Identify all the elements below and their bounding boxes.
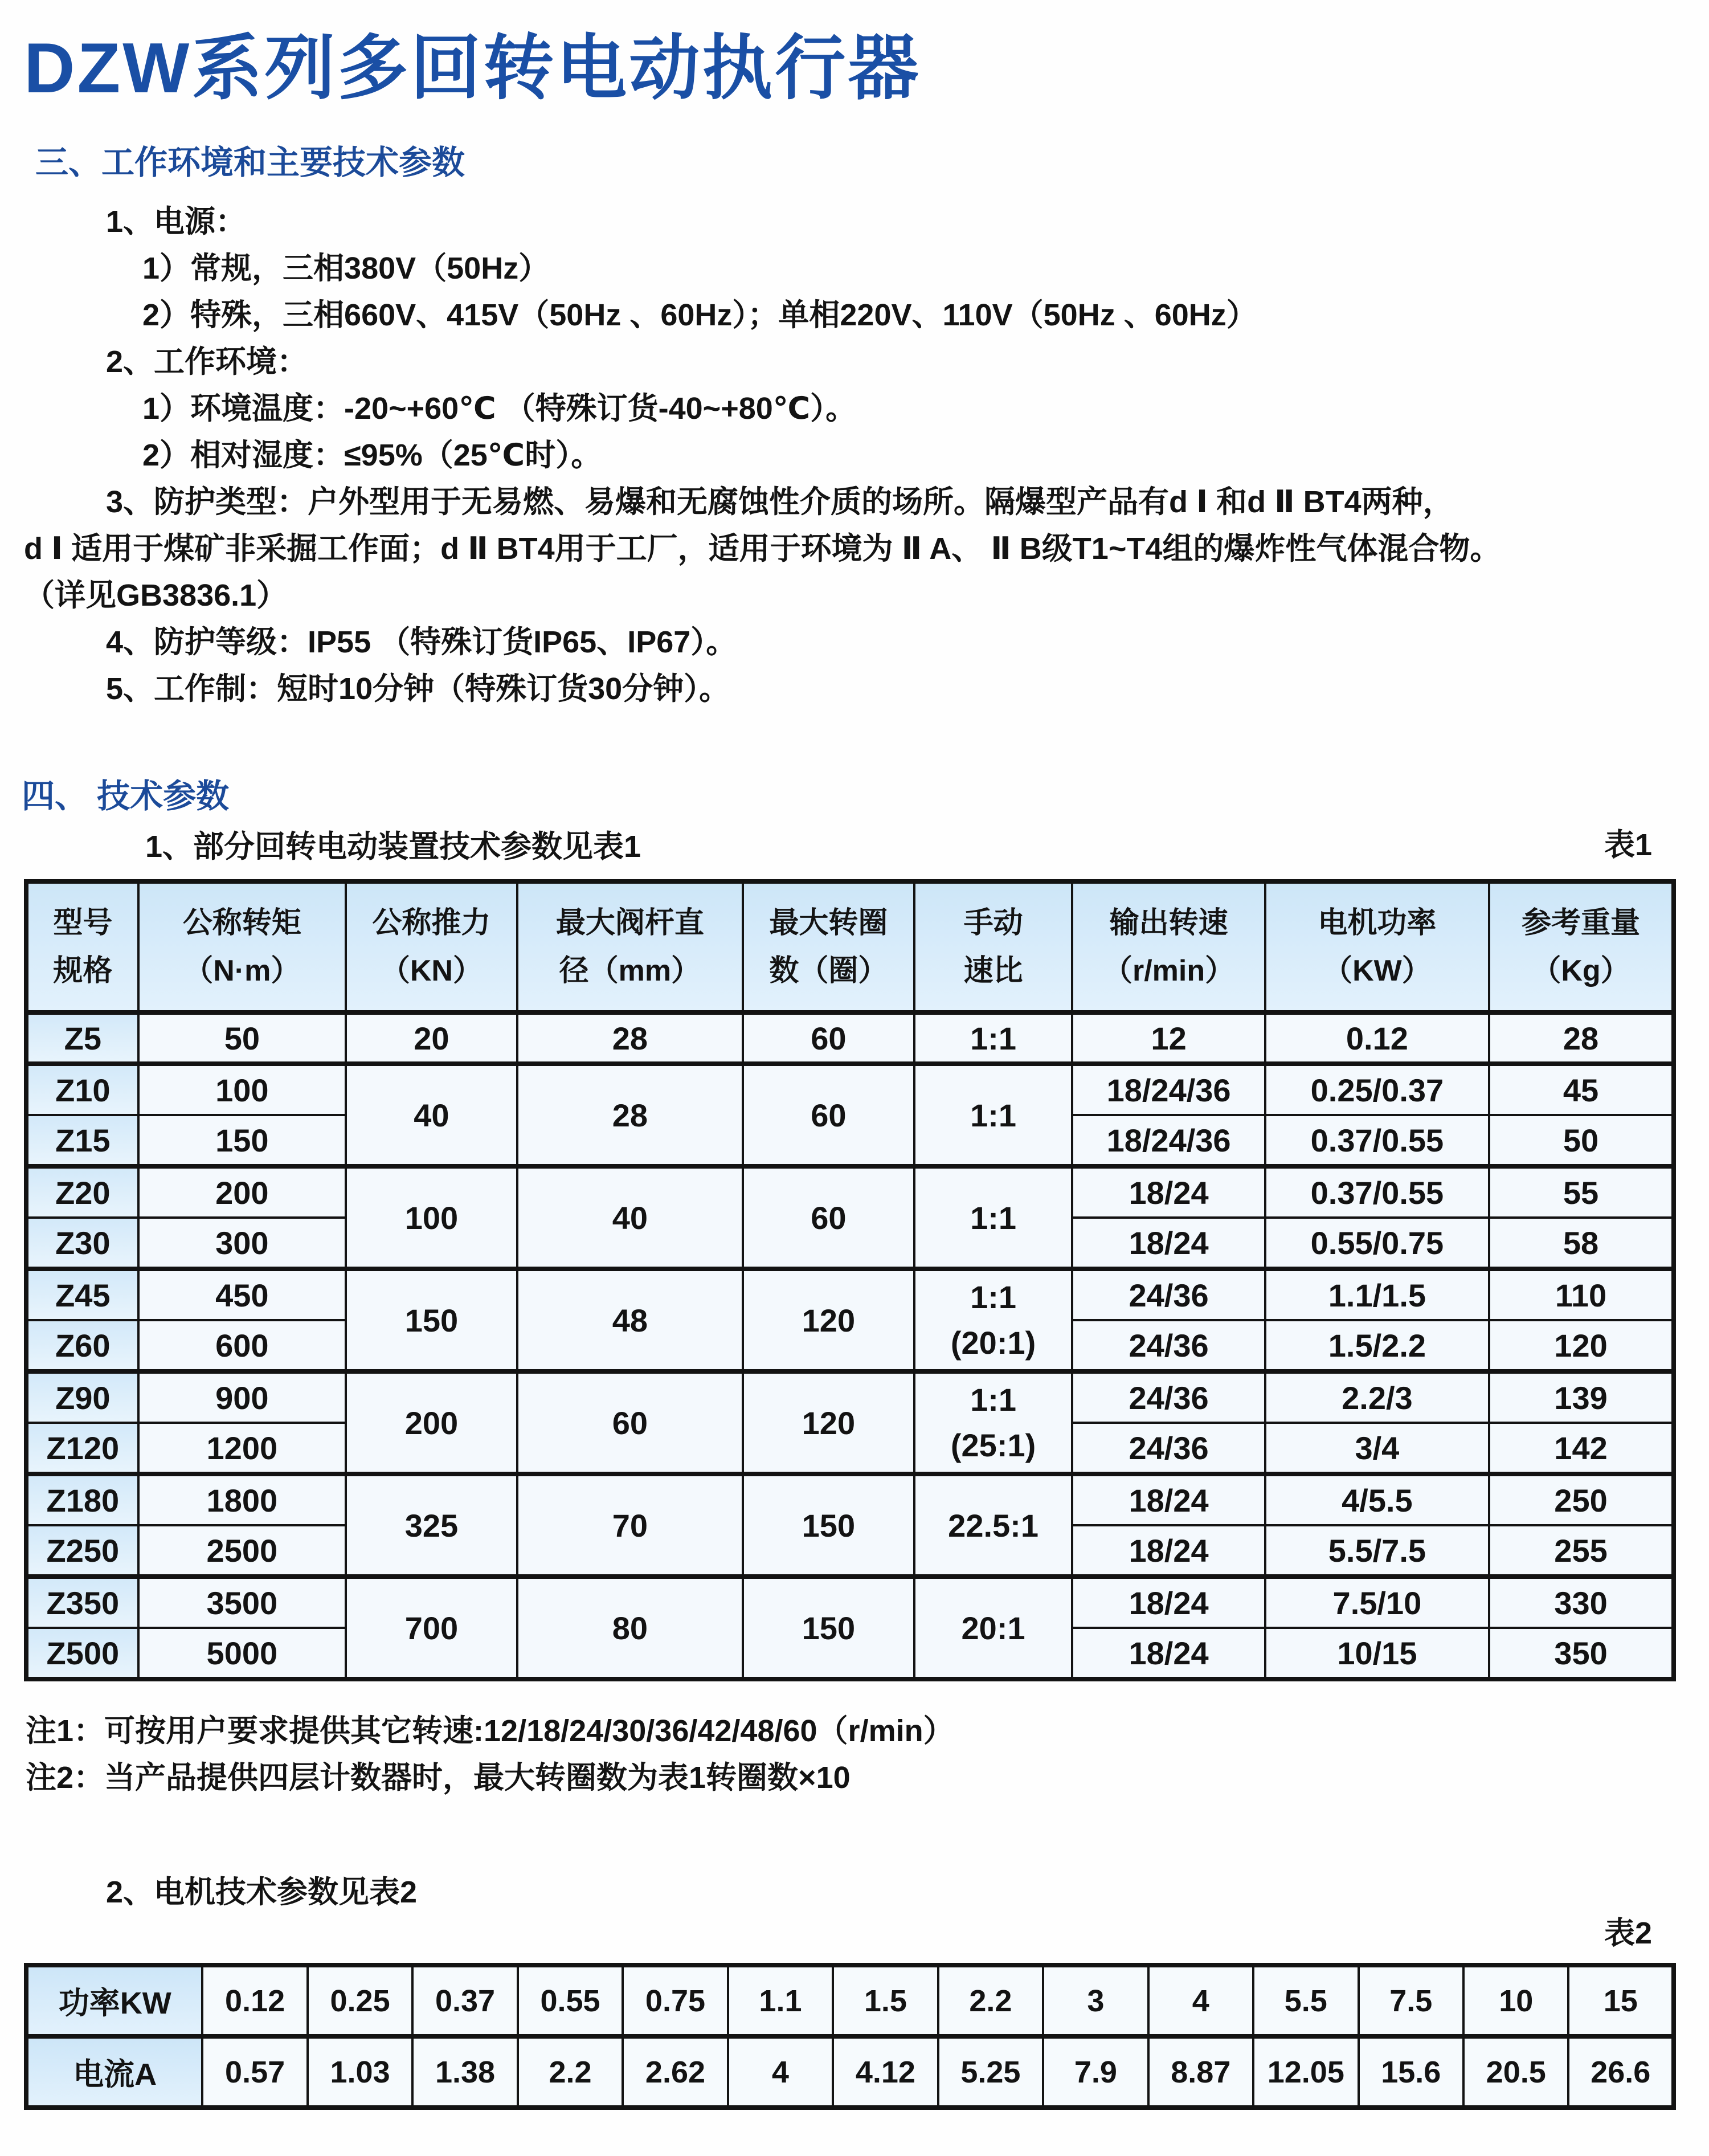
table-cell: 5.25: [938, 2036, 1043, 2108]
table-cell: 330: [1489, 1577, 1674, 1628]
table-cell: 255: [1489, 1525, 1674, 1577]
header-line: 输出转速: [1109, 906, 1228, 940]
header-line: （KN）: [380, 954, 483, 987]
list-item: 1）环境温度：-20~+60℃ （特殊订货-40~+80℃）。: [142, 391, 857, 426]
table-cell: 80: [517, 1577, 743, 1679]
model-cell: Z120: [26, 1423, 138, 1474]
list-item: 1、电源：: [106, 205, 247, 239]
table-cell: 0.37: [412, 1965, 517, 2036]
table-cell: 48: [517, 1269, 743, 1371]
ratio-line: 1:1: [970, 1279, 1017, 1315]
table-cell: 139: [1489, 1371, 1674, 1423]
model-cell: Z45: [26, 1269, 138, 1320]
header-line: （KW）: [1323, 954, 1432, 987]
table-cell: 0.12: [1265, 1012, 1489, 1064]
table-cell: 18/24: [1072, 1218, 1265, 1269]
table-cell: 100: [346, 1166, 517, 1269]
table-cell: 120: [743, 1269, 914, 1371]
list-item: 2）相对湿度：≤95%（25℃时）。: [142, 438, 602, 472]
list-item: 4、防护等级：IP55 （特殊订货IP65、IP67）。: [106, 625, 737, 659]
header-cell: [346, 881, 517, 1012]
table-cell: [914, 1269, 1073, 1371]
table-cell: 55: [1489, 1166, 1674, 1218]
table-cell: 28: [1489, 1012, 1674, 1064]
header-cell: [26, 881, 138, 1012]
table-cell: 1.5: [833, 1965, 938, 2036]
header-line: 手动: [963, 906, 1023, 940]
table1-caption: 表1: [1604, 828, 1652, 862]
table-row: [26, 1064, 1674, 1115]
model-cell: Z10: [26, 1064, 138, 1115]
table-cell: 5000: [138, 1628, 346, 1679]
table-cell: 120: [1489, 1320, 1674, 1371]
table-cell: 1200: [138, 1423, 346, 1474]
table-cell: 22.5:1: [914, 1474, 1073, 1577]
table-cell: 26.6: [1568, 2036, 1674, 2108]
table-cell: 325: [346, 1474, 517, 1577]
table-cell: 24/36: [1072, 1371, 1265, 1423]
table-cell: 24/36: [1072, 1320, 1265, 1371]
ratio-line: (20:1): [950, 1325, 1036, 1361]
table-cell: 2.2: [518, 2036, 623, 2108]
power-row: [26, 1965, 1674, 2036]
table-cell: 20.5: [1463, 2036, 1568, 2108]
section3-heading: 三、工作环境和主要技术参数: [35, 144, 465, 181]
table-cell: 700: [346, 1577, 517, 1679]
header-line: （N·m）: [183, 954, 301, 987]
table-cell: 28: [517, 1064, 743, 1166]
header-line: 型号: [53, 906, 113, 940]
table-cell: 150: [743, 1577, 914, 1679]
table-cell: 0.75: [623, 1965, 727, 2036]
table-cell: 150: [138, 1115, 346, 1166]
table-cell: 18/24: [1072, 1474, 1265, 1525]
table-cell: 12: [1072, 1012, 1265, 1064]
table-cell: 60: [517, 1371, 743, 1474]
table-cell: 50: [138, 1012, 346, 1064]
table-cell: 3500: [138, 1577, 346, 1628]
table-cell: 60: [743, 1064, 914, 1166]
model-cell: Z250: [26, 1525, 138, 1577]
table-cell: 10: [1463, 1965, 1568, 2036]
table-cell: 18/24: [1072, 1166, 1265, 1218]
table-cell: 110: [1489, 1269, 1674, 1320]
table-cell: 200: [346, 1371, 517, 1474]
table1-technical-parameters: [24, 879, 1676, 1681]
table-cell: 5.5: [1253, 1965, 1358, 2036]
list-item: 1）常规，三相380V（50Hz）: [142, 251, 550, 285]
header-line: 最大转圈: [769, 906, 888, 940]
row-label-cell: 电流A: [26, 2036, 202, 2108]
model-cell: Z20: [26, 1166, 138, 1218]
table-row: [26, 1371, 1674, 1423]
header-cell: [138, 881, 346, 1012]
header-cell: [1489, 881, 1674, 1012]
table1-note1: 注1：可按用户要求提供其它转速:12/18/24/30/36/42/48/60（r/min）: [26, 1714, 954, 1748]
table2-motor-parameters: [24, 1963, 1676, 2110]
table-cell: 45: [1489, 1064, 1674, 1115]
table-cell: 1800: [138, 1474, 346, 1525]
table-cell: 50: [1489, 1115, 1674, 1166]
table-cell: 150: [743, 1474, 914, 1577]
table-cell: 100: [138, 1064, 346, 1115]
header-cell: [743, 881, 914, 1012]
table-cell: 2.2/3: [1265, 1371, 1489, 1423]
table-cell: 0.57: [202, 2036, 307, 2108]
ratio-line: 1:1: [970, 1382, 1017, 1418]
table-cell: 15.6: [1359, 2036, 1463, 2108]
table-cell: 20: [346, 1012, 517, 1064]
table-cell: 300: [138, 1218, 346, 1269]
table-cell: 10/15: [1265, 1628, 1489, 1679]
table-cell: 600: [138, 1320, 346, 1371]
table-cell: 18/24: [1072, 1628, 1265, 1679]
table-cell: 4.12: [833, 2036, 938, 2108]
list-item: d Ⅰ 适用于煤矿非采掘工作面；d Ⅱ BT4用于工厂，适用于环境为 Ⅱ A、 Ⅱ B级T1~T4组的爆炸性气体混合物。: [24, 532, 1501, 566]
model-cell: Z90: [26, 1371, 138, 1423]
table-row: [26, 1269, 1674, 1320]
header-line: 公称转矩: [182, 906, 301, 940]
table-cell: 1:1: [914, 1166, 1073, 1269]
table-cell: 40: [517, 1166, 743, 1269]
table-cell: 4/5.5: [1265, 1474, 1489, 1525]
table-cell: 0.25: [308, 1965, 412, 2036]
table-cell: 7.9: [1043, 2036, 1148, 2108]
header-cell: [914, 881, 1073, 1012]
header-cell: [517, 881, 743, 1012]
model-cell: Z5: [26, 1012, 138, 1064]
table-cell: 0.37/0.55: [1265, 1166, 1489, 1218]
table-cell: 5.5/7.5: [1265, 1525, 1489, 1577]
table-cell: 2.62: [623, 2036, 727, 2108]
table-cell: 1.38: [412, 2036, 517, 2108]
table-cell: 0.37/0.55: [1265, 1115, 1489, 1166]
header-line: 速比: [963, 954, 1023, 987]
model-cell: Z180: [26, 1474, 138, 1525]
table-cell: 28: [517, 1012, 743, 1064]
table-cell: 7.5/10: [1265, 1577, 1489, 1628]
model-cell: Z60: [26, 1320, 138, 1371]
model-cell: Z350: [26, 1577, 138, 1628]
table-cell: 1.1: [728, 1965, 833, 2036]
table-cell: 0.55/0.75: [1265, 1218, 1489, 1269]
table-cell: 12.05: [1253, 2036, 1358, 2108]
header-line: （r/min）: [1103, 954, 1235, 987]
working-environment-list: [0, 198, 1703, 712]
table-cell: 18/24/36: [1072, 1064, 1265, 1115]
table-cell: 60: [743, 1166, 914, 1269]
list-item: 3、防护类型：户外型用于无易燃、易爆和无腐蚀性介质的场所。隔爆型产品有d Ⅰ 和d Ⅱ BT4两种，: [106, 485, 1454, 519]
table-cell: 1.5/2.2: [1265, 1320, 1489, 1371]
header-line: 规格: [53, 954, 113, 987]
list-item: 2、工作环境：: [106, 345, 308, 379]
table-cell: 3/4: [1265, 1423, 1489, 1474]
ratio-line: (25:1): [950, 1427, 1036, 1463]
table-cell: [914, 1371, 1073, 1474]
list-item: 5、工作制：短时10分钟（特殊订货30分钟）。: [106, 672, 730, 706]
table-cell: 18/24: [1072, 1577, 1265, 1628]
header-line: 径（mm）: [559, 954, 701, 987]
table-cell: 1.03: [308, 2036, 412, 2108]
table-cell: 0.12: [202, 1965, 307, 2036]
table-cell: 20:1: [914, 1577, 1073, 1679]
current-row: [26, 2036, 1674, 2108]
table-row: [26, 1012, 1674, 1064]
table-cell: 250: [1489, 1474, 1674, 1525]
section4-heading: 四、 技术参数: [22, 778, 230, 815]
table-cell: 150: [346, 1269, 517, 1371]
table-cell: 70: [517, 1474, 743, 1577]
table-cell: 200: [138, 1166, 346, 1218]
table-cell: 1:1: [914, 1064, 1073, 1166]
model-cell: Z500: [26, 1628, 138, 1679]
table-cell: 18/24: [1072, 1525, 1265, 1577]
header-line: 最大阀杆直: [555, 906, 704, 940]
header-line: （Kg）: [1531, 954, 1630, 987]
table-cell: 24/36: [1072, 1269, 1265, 1320]
header-line: 电机功率: [1318, 906, 1437, 940]
table-cell: 40: [346, 1064, 517, 1166]
table-cell: 2.2: [938, 1965, 1043, 2036]
table-row: [26, 1577, 1674, 1628]
table2-intro-line: 2、电机技术参数见表2: [106, 1875, 418, 1909]
table2-caption: 表2: [1604, 1916, 1652, 1950]
table-cell: 142: [1489, 1423, 1674, 1474]
list-item: 2）特殊，三相660V、415V（50Hz 、60Hz）；单相220V、110V（50Hz 、60Hz）: [142, 298, 1257, 332]
table1-intro-line: 1、部分回转电动装置技术参数见表1: [145, 830, 641, 864]
model-cell: Z30: [26, 1218, 138, 1269]
header-line: 公称推力: [372, 906, 491, 940]
header-cell: [1072, 881, 1265, 1012]
header-line: 参考重量: [1522, 906, 1641, 940]
table-cell: 0.55: [518, 1965, 623, 2036]
table-cell: 1:1: [914, 1012, 1073, 1064]
table-cell: 15: [1568, 1965, 1674, 2036]
header-cell: [1265, 881, 1489, 1012]
table-cell: 2500: [138, 1525, 346, 1577]
table-cell: 900: [138, 1371, 346, 1423]
table-cell: 4: [1148, 1965, 1253, 2036]
table-cell: 0.25/0.37: [1265, 1064, 1489, 1115]
header-line: 数（圈）: [769, 954, 888, 987]
page-title: DZW系列多回转电动执行器: [24, 29, 921, 108]
table-cell: 450: [138, 1269, 346, 1320]
table-cell: 58: [1489, 1218, 1674, 1269]
table-cell: 8.87: [1148, 2036, 1253, 2108]
table-cell: 1.1/1.5: [1265, 1269, 1489, 1320]
table1-note2: 注2：当产品提供四层计数器时，最大转圈数为表1转圈数×10: [26, 1761, 851, 1795]
table-cell: 24/36: [1072, 1423, 1265, 1474]
row-label-cell: 功率KW: [26, 1965, 202, 2036]
table-cell: 120: [743, 1371, 914, 1474]
table-cell: 7.5: [1359, 1965, 1463, 2036]
table-cell: 60: [743, 1012, 914, 1064]
table-cell: 4: [728, 2036, 833, 2108]
list-item: （详见GB3836.1）: [24, 578, 288, 612]
table-cell: 18/24/36: [1072, 1115, 1265, 1166]
table-cell: 3: [1043, 1965, 1148, 2036]
model-cell: Z15: [26, 1115, 138, 1166]
table-row: [26, 1166, 1674, 1218]
table-cell: 350: [1489, 1628, 1674, 1679]
table1-header-row: [26, 881, 1674, 1012]
table-row: [26, 1474, 1674, 1525]
